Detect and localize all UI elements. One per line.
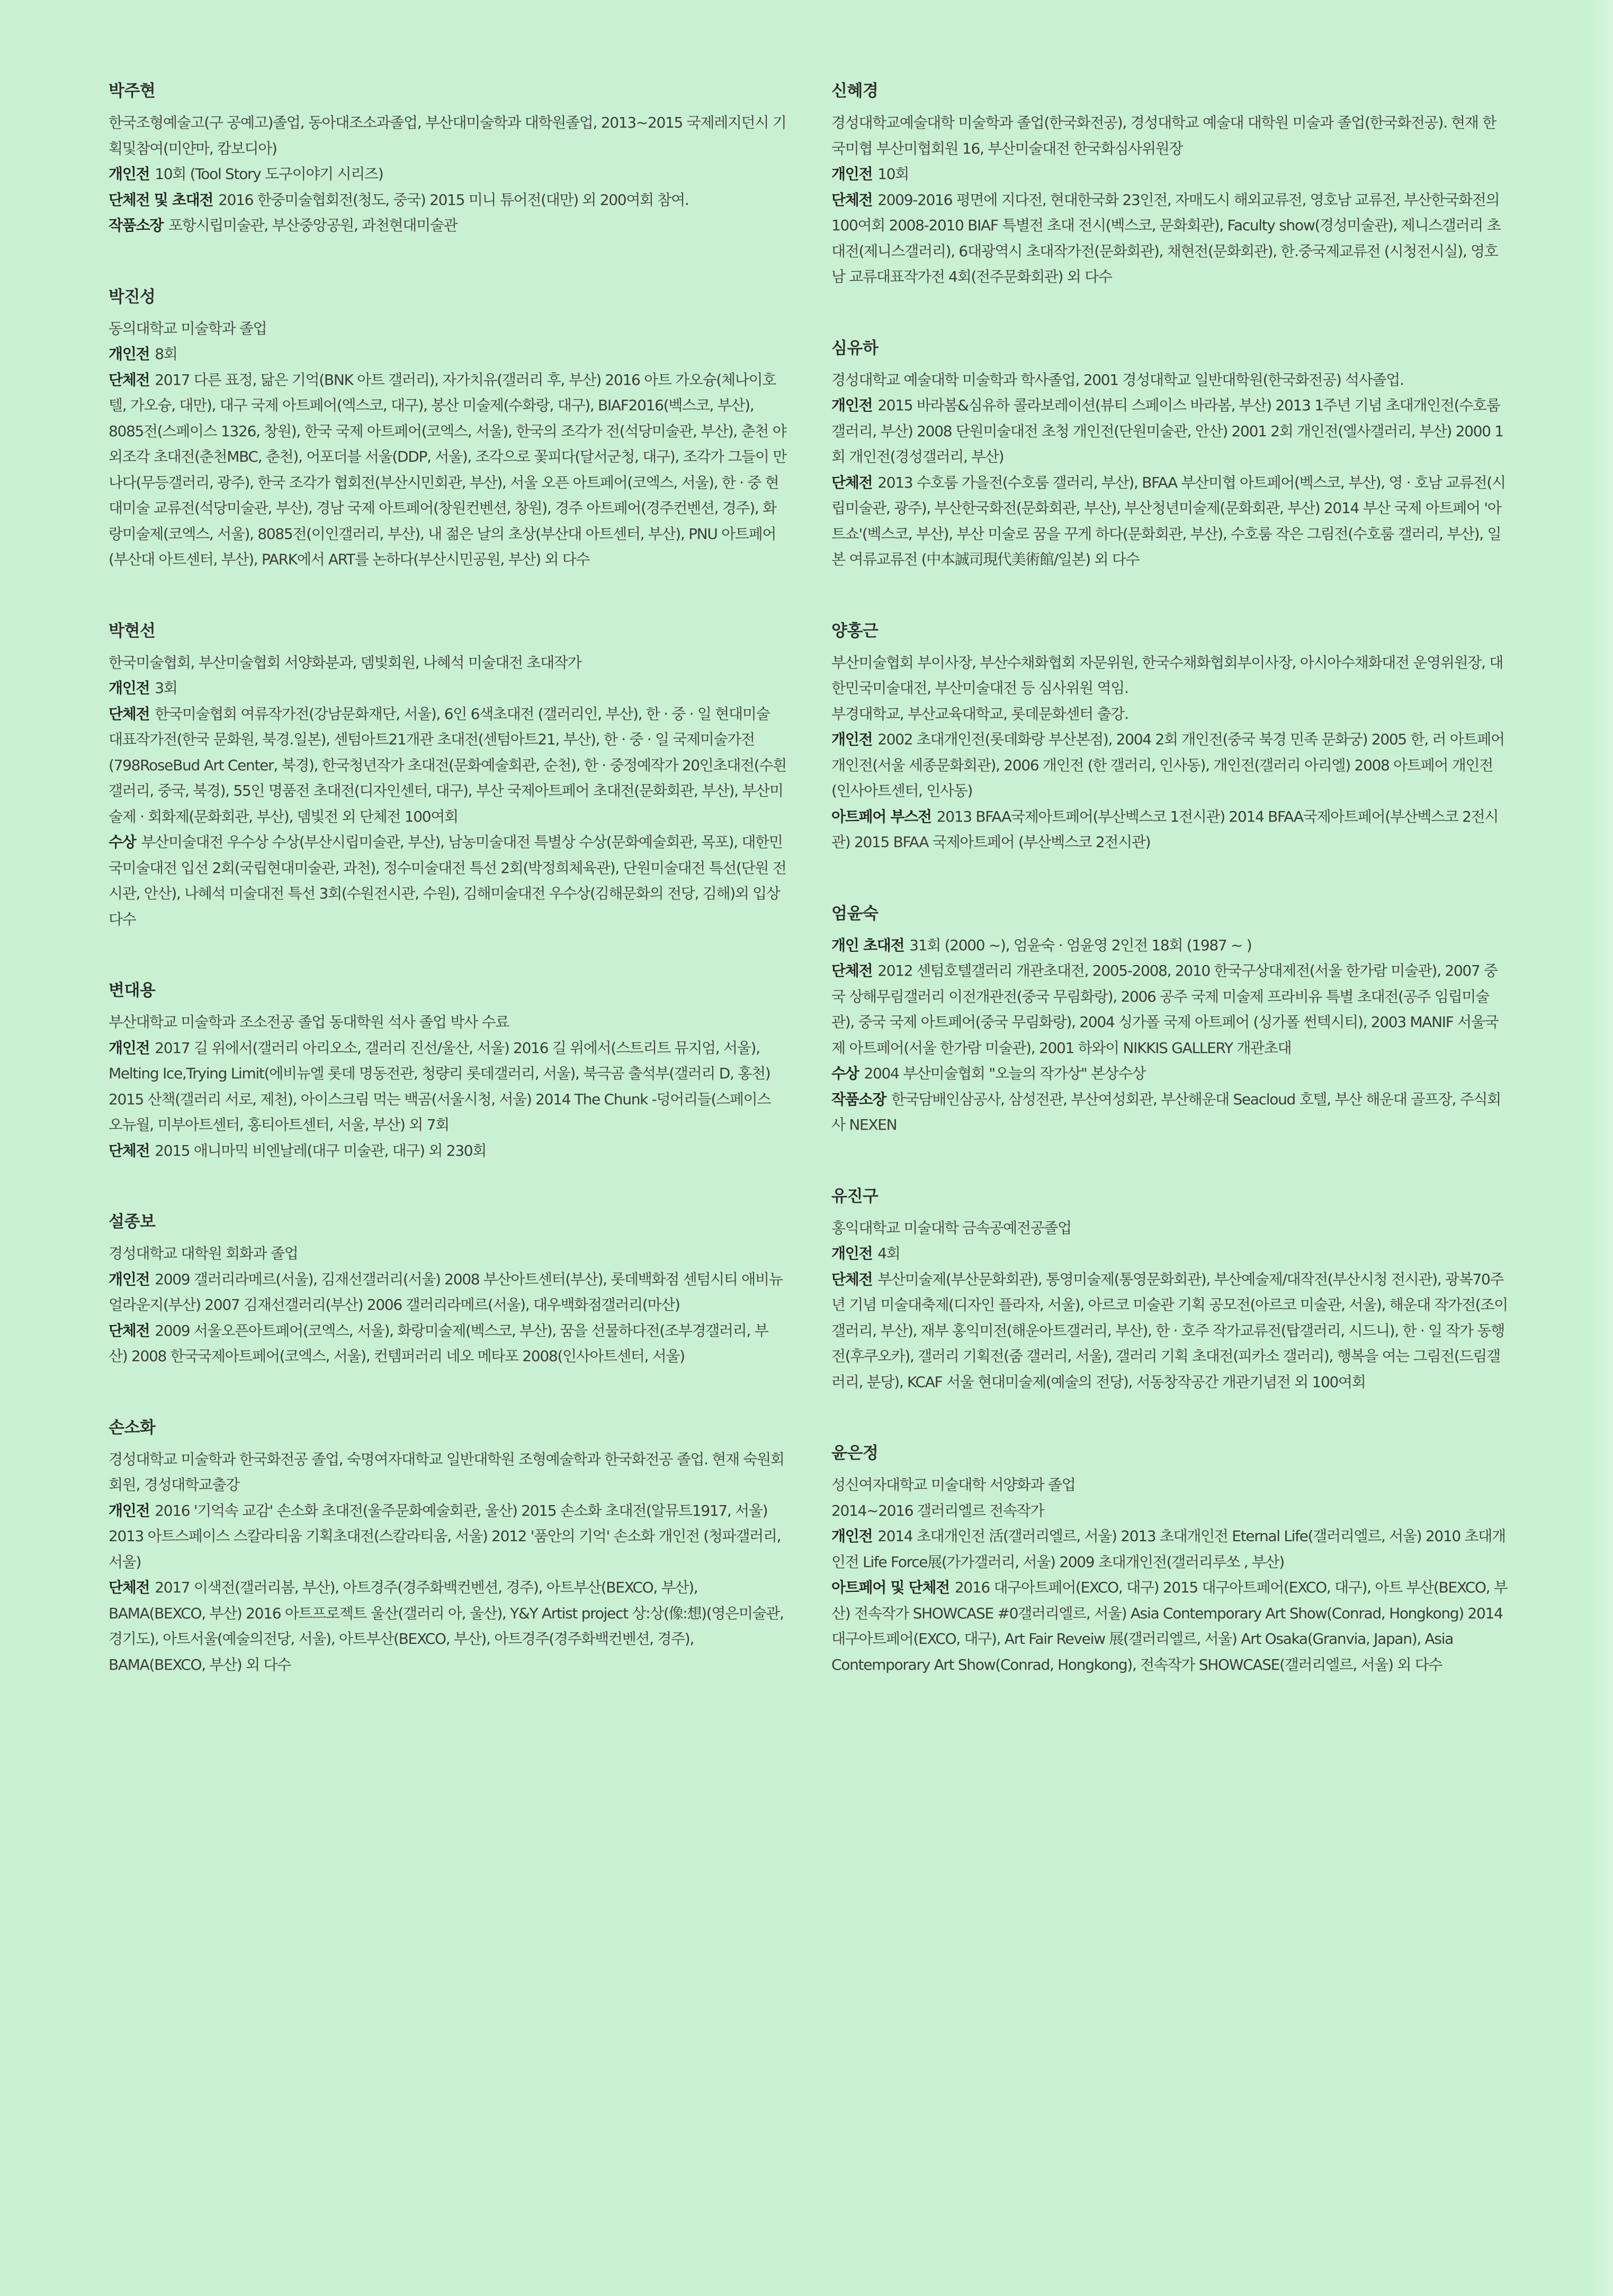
bio-label: 단체전 bbox=[831, 962, 873, 979]
bio-label: 개인전 bbox=[109, 1039, 150, 1057]
bio-line bbox=[831, 804, 1509, 856]
bio-line bbox=[109, 1498, 786, 1575]
bio-text: 포항시립미술관, 부산중앙공원, 과천현대미술관 bbox=[168, 217, 458, 234]
bio-line bbox=[109, 1575, 786, 1678]
bio-text: 2016 '기억속 교감' 손소화 초대전(울주문화예술회관, 울산) 2015 손소화 초대전(알뮤트1917, 서울) 2013 아트스페이스 스칼라티움 기획초대전(스칼라티움, 서울) 2012 '품안의 기억' 손소화 개인전 (청파갤러리, 서울) bbox=[109, 1501, 781, 1571]
bio-label: 개인전 bbox=[831, 1527, 873, 1545]
bio-line bbox=[831, 1524, 1509, 1575]
bio-text: 2015 바라봄&심유하 콜라보레이션(뷰티 스페이스 바라봄, 부산) 2013 1주년 기념 초대개인전(수호룸갤러리, 부산) 2008 단원미술대전 초청 개인전(단원미술관, 안산) 2001 2회 개인전(엘사갤러리, 부산) 2000 1회 개인전(경성갤러리, 부산) bbox=[831, 397, 1503, 465]
artist-entry bbox=[109, 79, 786, 239]
bio-text: 4회 bbox=[877, 1245, 900, 1262]
artist-name: 손소화 bbox=[109, 1418, 156, 1437]
bio-label: 개인전 bbox=[831, 1245, 873, 1262]
bio-line bbox=[831, 727, 1509, 804]
artist-name: 박진성 bbox=[109, 287, 156, 307]
bio-line bbox=[109, 1010, 786, 1036]
artist-name: 박주현 bbox=[109, 82, 156, 101]
artist-name: 변대용 bbox=[109, 981, 156, 1000]
artist-name: 엄윤숙 bbox=[831, 904, 879, 923]
bio-text: 2013 수호룸 가을전(수호룸 갤러리, 부산), BFAA 부산미협 아트페어(벡스코, 부산), 영 · 호남 교류전(시립미술관, 광주), 부산한국화전(문화회관, 부산), 부산청년미술제(문화회관, 부산) 2014 부산 국제 아트페어 '아트쇼'(벡스코, 부산), 부산 미술로 꿈을 꾸게 하다(문화회관, 부산), 수호룸 작은 그림전(수호룸 갤러리, 부산), 일본 여류교류전 (中本誠司現代美術館/일본) 외 다수 bbox=[831, 473, 1506, 568]
bio-label: 수상 bbox=[109, 833, 136, 851]
bio-text: 성신여자대학교 미술대학 서양화과 졸업 bbox=[831, 1476, 1076, 1493]
bio-line bbox=[831, 701, 1509, 727]
bio-text: 2012 센텀호텔갤러리 개관초대전, 2005-2008, 2010 한국구상대제전(서울 한가람 미술관), 2007 중국 상해무림갤러리 이전개관전(중국 무림화랑), 2006 공주 국제 미술제 프라비유 특별 초대전(공주 임립미술관), 중국 국제 아트페어(중국 무림화랑), 2004 싱가폴 국제 아트페어 (싱가폴 썬텍시티), 2003 MANIF 서울국제 아트페어(서울 한가람 미술관), 2001 하와이 NIKKIS GALLERY 개관초대 bbox=[831, 962, 1499, 1057]
bio-text: 10회 bbox=[877, 165, 909, 183]
artist-name: 양홍근 bbox=[831, 621, 879, 641]
bio-line bbox=[831, 187, 1509, 290]
bio-text: 2002 초대개인전(롯데화랑 부산본점), 2004 2회 개인전(중국 북경 민족 문화궁) 2005 한, 러 아트페어 개인전(서울 세종문화회관), 2006 개인전 (한 갤러리, 인사동), 개인전(갤러리 아리엘) 2008 아트페어 개인전(인사아트센터, 인사동) bbox=[831, 731, 1504, 799]
bio-label: 개인전 bbox=[109, 679, 150, 697]
bio-label: 작품소장 bbox=[109, 217, 163, 234]
bio-line bbox=[831, 393, 1509, 470]
bio-label: 작품소장 bbox=[831, 1090, 886, 1108]
bio-label: 수상 bbox=[831, 1065, 859, 1082]
bio-line bbox=[831, 367, 1509, 393]
bio-text: 2016 대구아트페어(EXCO, 대구) 2015 대구아트페어(EXCO, 대구), 아트 부산(BEXCO, 부산) 전속작가 SHOWCASE #0갤러리엘르, 서울) Asia Contemporary Art Show(Conrad, Hongkong) 2014 대구아트페어(EXCO, 대구), Art Fair Reveiw 展(갤러리엘르, 서울) Art Osaka(Granvia, Japan), Asia Contemporary Art Show(Conrad, Hongkong), 전속작가 SHOWCASE(갤러리엘르, 서울) 외 다수 bbox=[831, 1579, 1508, 1673]
bio-line bbox=[831, 1267, 1509, 1395]
bio-label: 개인 초대전 bbox=[831, 936, 904, 954]
bio-line bbox=[831, 650, 1509, 701]
bio-line bbox=[831, 1087, 1509, 1138]
bio-line bbox=[831, 110, 1509, 161]
bio-text: 한국미술협회 여류작가전(강남문화재단, 서울), 6인 6색초대전 (갤러리인, 부산), 한 · 중 · 일 현대미술 대표작가전(한국 문화원, 북경.일본), 센텀아트21개관 초대전(센텀아트21, 부산), 한 · 중 · 일 국제미술가전(798RoseBud Art Center, 북경), 한국청년작가 초대전(문화예술회관, 순천), 한 · 중정예작가 20인초대전(수흰갤러리, 중국, 북경), 55인 명품전 초대전(디자인센터, 대구), 부산 국제아트페어 초대전(문화회관, 부산), 부산미술제 · 회화제(문화회관, 부산), 뎀빛전 외 단체전 100여회 bbox=[109, 705, 786, 825]
artist-entry bbox=[109, 1210, 786, 1370]
artist-entry bbox=[831, 619, 1509, 856]
bio-line bbox=[109, 676, 786, 701]
bio-line bbox=[109, 1267, 786, 1318]
bio-text: 경성대학교 예술대학 미술학과 학사졸업, 2001 경성대학교 일반대학원(한국화전공) 석사졸업. bbox=[831, 371, 1404, 389]
bio-text: 2017 다른 표정, 닮은 기억(BNK 아트 갤러리), 자가치유(갤러리 후, 부산) 2016 아트 가오슝(체나이호텔, 가오슝, 대만), 대구 국제 아트페어(엑스코, 대구), 봉산 미술제(수화랑, 대구), BIAF2016(벡스코, 부산), 8085전(스페이스 1326, 창원), 한국 국제 아트페어(코엑스, 서울), 한국의 조각가 전(석당미술관, 부산), 춘천 야외조각 초대전(춘천MBC, 춘천), 어포더블 서울(DDP, 서울), 조각으로 꽃피다(달서군청, 대구), 조각가 그들이 만나다(무등갤러리, 광주), 한국 조각가 협회전(부산시민회관, 부산), 서울 오픈 아트페어(코엑스, 서울), 한 · 중 현대미술 교류전(석당미술관, 부산), 경남 국제 아트페어(창원컨벤션, 창원), 경주 아트페어(경주컨벤션, 경주), 화랑미술제(코엑스, 서울), 8085전(이인갤러리, 부산), 내 젊은 날의 초상(부산대 아트센터, 부산), PNU 아트페어(부산대 아트센터, 부산), PARK에서 ART를 논하다(부산시민공원, 부산) 외 다수 bbox=[109, 371, 787, 568]
bio-text: 동의대학교 미술학과 졸업 bbox=[109, 319, 267, 337]
bio-line bbox=[831, 161, 1509, 187]
bio-text: 2016 한중미술협회전(청도, 중국) 2015 미니 튜어전(대만) 외 200여회 참여. bbox=[218, 191, 689, 209]
bio-text: 2017 길 위에서(갤러리 아리오소, 갤러리 진선/울산, 서울) 2016 길 위에서(스트리트 뮤지엄, 서울), Melting Ice,Trying Limit(에비뉴엘 롯데 명동전관, 청량리 롯데갤러리, 서울), 북극곰 출석부(갤러리 D, 홍천) 2015 산책(갤러리 서로, 제천), 아이스크림 먹는 백곰(서울시청, 서울) 2014 The Chunk -덩어리들(스페이스 오뉴월, 미부아트센터, 홍티아트센터, 서울, 부산) 외 7회 bbox=[109, 1039, 771, 1133]
bio-label: 단체전 및 초대전 bbox=[109, 191, 213, 209]
bio-label: 개인전 bbox=[109, 1501, 150, 1519]
bio-label: 개인전 bbox=[831, 397, 873, 414]
bio-line bbox=[109, 1036, 786, 1138]
bio-line bbox=[109, 110, 786, 161]
bio-text: 2013 BFAA국제아트페어(부산벡스코 1전시관) 2014 BFAA국제아트페어(부산벡스코 2전시관) 2015 BFAA 국제아트페어 (부산벡스코 2전시관) bbox=[831, 807, 1499, 851]
bio-label: 단체전 bbox=[831, 191, 873, 209]
bio-line bbox=[109, 341, 786, 367]
artist-name: 심유하 bbox=[831, 338, 879, 358]
bio-text: 2009-2016 평면에 지다전, 현대한국화 23인전, 자매도시 해외교류전, 영호남 교류전, 부산한국화전의 100여회 2008-2010 BIAF 특별전 초대 전시(벡스코, 문화회관), Faculty show(경성미술관), 제니스갤러리 초대전(제니스갤러리), 6대광역시 초대작가전(문화회관), 채현전(문화회관), 한.중국제교류전 (시청전시실), 영호남 교류대표작가전 4회(전주문화회관) 외 다수 bbox=[831, 191, 1501, 285]
artist-entry bbox=[109, 1416, 786, 1678]
bio-text: 2004 부산미술협회 "오늘의 작가상" 본상수상 bbox=[864, 1065, 1146, 1082]
bio-text: 경성대학교예술대학 미술학과 졸업(한국화전공), 경성대학교 예술대 대학원 미술과 졸업(한국화전공). 현재 한국미협 부산미협회원 16, 부산미술대전 한국화심사위원장 bbox=[831, 114, 1496, 157]
bio-text: 2014~2016 갤러리엘르 전속작가 bbox=[831, 1501, 1044, 1519]
bio-text: 2009 갤러리라메르(서울), 김재선갤러리(서울) 2008 부산아트센터(부산), 롯데백화점 센텀시티 애비뉴얼라운지(부산) 2007 김재선갤러리(부산) 2006 갤러리라메르(서울), 대우백화점갤러리(마산) bbox=[109, 1270, 783, 1313]
bio-line bbox=[109, 187, 786, 213]
bio-line bbox=[831, 958, 1509, 1061]
bio-label: 개인전 bbox=[109, 1270, 150, 1288]
bio-text: 부산미술협회 부이사장, 부산수채화협회 자문위원, 한국수채화협회부이사장, 아시아수채화대전 운영위원장, 대한민국미술대전, 부산미술대전 등 심사위원 역임. bbox=[831, 653, 1503, 697]
bio-label: 아트페어 부스전 bbox=[831, 807, 931, 825]
bio-line bbox=[831, 470, 1509, 573]
bio-text: 부경대학교, 부산교육대학교, 롯데문화센터 출강. bbox=[831, 705, 1128, 723]
bio-label: 개인전 bbox=[109, 345, 150, 363]
bio-line bbox=[109, 213, 786, 239]
bio-text: 10회 (Tool Story 도구이야기 시리즈) bbox=[155, 165, 383, 183]
bio-text: 경성대학교 미술학과 한국화전공 졸업, 숙명여자대학교 일반대학원 조형예술학과 한국화전공 졸업. 현재 숙원회 회원, 경성대학교출강 bbox=[109, 1450, 784, 1493]
bio-label: 개인전 bbox=[831, 731, 873, 748]
bio-line bbox=[109, 701, 786, 830]
bio-text: 한국미술협회, 부산미술협회 서양화분과, 뎀빛회원, 나혜석 미술대전 초대작가 bbox=[109, 653, 581, 671]
bio-line bbox=[109, 1447, 786, 1498]
bio-line bbox=[831, 1472, 1509, 1498]
artist-entry bbox=[831, 337, 1509, 573]
bio-line bbox=[831, 1215, 1509, 1241]
bio-label: 단체전 bbox=[109, 1321, 150, 1339]
artist-entry bbox=[109, 285, 786, 573]
bio-line bbox=[109, 1241, 786, 1267]
bio-line bbox=[109, 1138, 786, 1164]
bio-line bbox=[109, 316, 786, 342]
artist-entry bbox=[831, 1442, 1509, 1678]
bio-label: 개인전 bbox=[109, 165, 150, 183]
bio-text: 부산미술제(부산문화회관), 통영미술제(통영문화회관), 부산예술제/대작전(부산시청 전시관), 광복70주년 기념 미술대축제(디자인 플라자, 서울), 아르코 미술관 기획 공모전(아르코 미술관, 서울), 해운대 작가전(조이갤러리, 부산), 재부 홍익미전(해운아트갤러리, 부산), 한 · 호주 작가교류전(탑갤러리, 시드니), 한 · 일 작가 동행전(후쿠오카), 갤러리 기획전(줌 갤러리, 서울), 갤러리 기획 초대전(피카소 갤러리), 행복을 여는 그림전(드림갤러리, 분당), KCAF 서울 현대미술제(예술의 전당), 서동창작공간 개관기념전 외 100여회 bbox=[831, 1270, 1508, 1391]
bio-text: 31회 (2000 ~), 엄윤숙 · 엄윤영 2인전 18회 (1987 ~ ) bbox=[909, 936, 1252, 954]
bio-line bbox=[831, 1061, 1509, 1087]
artist-name: 유진구 bbox=[831, 1186, 879, 1206]
bio-text: 2009 서울오픈아트페어(코엑스, 서울), 화랑미술제(벡스코, 부산), 꿈을 선물하다전(조부경갤러리, 부산) 2008 한국국제아트페어(코엑스, 서울), 컨템퍼러리 네오 메타포 2008(인사아트센터, 서울) bbox=[109, 1321, 768, 1365]
bio-text: 한국담배인삼공사, 삼성전관, 부산여성회관, 부산해운대 Seacloud 호텔, 부산 해운대 골프장, 주식회사 NEXEN bbox=[831, 1090, 1501, 1133]
bio-line bbox=[831, 1241, 1509, 1267]
bio-line bbox=[109, 830, 786, 932]
bio-text: 한국조형예술고(구 공예고)졸업, 동아대조소과졸업, 부산대미술학과 대학원졸업, 2013~2015 국제레지던시 기획및참여(미얀마, 캄보디아) bbox=[109, 114, 786, 157]
left-column bbox=[109, 79, 786, 1724]
bio-text: 8회 bbox=[155, 345, 177, 363]
bio-text: 3회 bbox=[155, 679, 177, 697]
bio-text: 부산미술대전 우수상 수상(부산시립미술관, 부산), 남농미술대전 특별상 수상(문화예술회관, 목포), 대한민국미술대전 입선 2회(국립현대미술관, 과천), 정수미술대전 특선 2회(박정희체육관), 단원미술대전 특선(단원 전시관, 안산), 나혜석 미술대전 특선 3회(수원전시관, 수원), 김해미술대전 우수상(김해문화의 전당, 김해)외 입상다수 bbox=[109, 833, 786, 928]
bio-line bbox=[109, 1318, 786, 1370]
artist-name: 신혜경 bbox=[831, 82, 879, 101]
bio-line bbox=[831, 1498, 1509, 1524]
artist-entry bbox=[831, 902, 1509, 1138]
bio-line bbox=[109, 650, 786, 676]
bio-label: 단체전 bbox=[109, 1579, 150, 1596]
bio-text: 홍익대학교 미술대학 금속공예전공졸업 bbox=[831, 1219, 1071, 1237]
artist-entry bbox=[109, 979, 786, 1164]
bio-label: 단체전 bbox=[109, 371, 150, 389]
bio-label: 단체전 bbox=[109, 1141, 150, 1159]
bio-text: 2015 애니마믹 비엔날레(대구 미술관, 대구) 외 230회 bbox=[155, 1141, 487, 1159]
bio-label: 단체전 bbox=[831, 473, 873, 491]
artist-name: 윤은정 bbox=[831, 1444, 879, 1463]
bio-line bbox=[831, 933, 1509, 959]
bio-line bbox=[109, 367, 786, 573]
bio-text: 경성대학교 대학원 회화과 졸업 bbox=[109, 1245, 298, 1262]
page-edge bbox=[1589, 0, 1613, 2296]
artist-name: 설종보 bbox=[109, 1212, 156, 1231]
bio-text: 2017 이색전(갤러리봄, 부산), 아트경주(경주화백컨벤션, 경주), 아트부산(BEXCO, 부산), BAMA(BEXCO, 부산) 2016 아트프로젝트 울산(갤러리 아, 울산), Y&Y Artist project 상:상(像:想)(영은미술관, 경기도), 아트서울(예술의전당, 서울), 아트부산(BEXCO, 부산), 아트경주(경주화백컨벤션, 경주), BAMA(BEXCO, 부산) 외 다수 bbox=[109, 1579, 784, 1673]
bio-line bbox=[109, 161, 786, 187]
artist-entry bbox=[831, 1185, 1509, 1395]
bio-label: 개인전 bbox=[831, 165, 873, 183]
bio-text: 2014 초대개인전 活(갤러리엘르, 서울) 2013 초대개인전 Eternal Life(갤러리엘르, 서울) 2010 초대개인전 Life Force展(가가갤러리, 서울) 2009 초대개인전(갤러리루쏘 , 부산) bbox=[831, 1527, 1506, 1571]
bio-label: 단체전 bbox=[831, 1270, 873, 1288]
artist-entry bbox=[109, 619, 786, 933]
artist-entry bbox=[831, 79, 1509, 290]
right-column bbox=[831, 79, 1509, 1724]
bio-text: 부산대학교 미술학과 조소전공 졸업 동대학원 석사 졸업 박사 수료 bbox=[109, 1013, 509, 1031]
bio-line bbox=[831, 1575, 1509, 1678]
bio-label: 단체전 bbox=[109, 705, 150, 723]
bio-label: 아트페어 및 단체전 bbox=[831, 1579, 949, 1596]
artist-name: 박현선 bbox=[109, 621, 156, 641]
